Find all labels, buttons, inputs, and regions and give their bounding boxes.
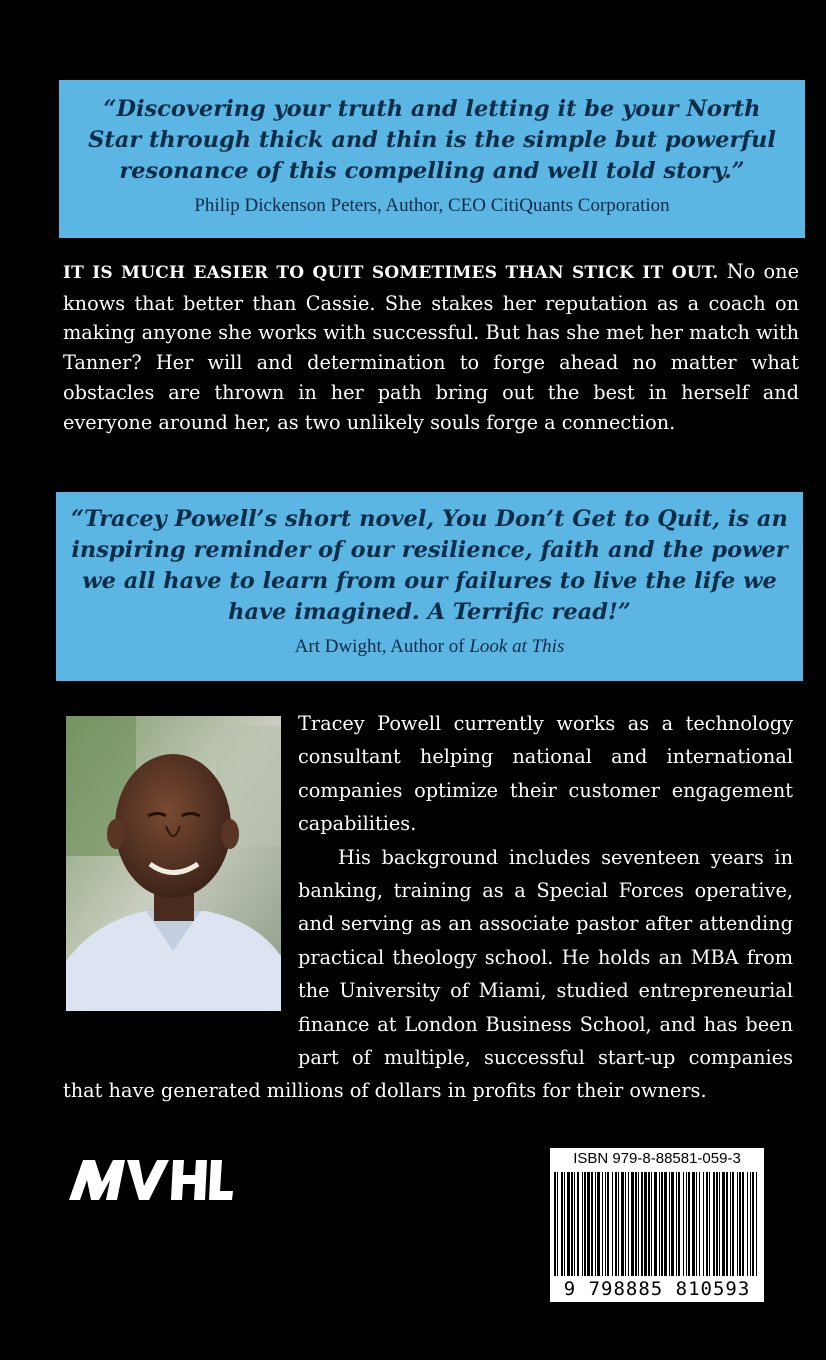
barcode-bar — [557, 1172, 558, 1276]
barcode-bar — [574, 1172, 575, 1276]
isbn-label: ISBN 979-8-88581-059-3 — [573, 1150, 741, 1167]
barcode-bar — [561, 1172, 563, 1276]
quote-2-attribution-prefix: Art Dwight, Author of — [294, 636, 470, 657]
barcode-bar — [678, 1172, 680, 1276]
barcode-bar — [659, 1172, 660, 1276]
barcode-bar — [577, 1172, 579, 1276]
barcode-bar — [683, 1172, 684, 1276]
barcode-bar — [676, 1172, 677, 1276]
barcode-bar — [612, 1172, 613, 1276]
publisher-logo — [69, 1160, 233, 1200]
barcode-bar — [651, 1172, 652, 1276]
barcode-bar — [756, 1172, 757, 1276]
quote-1-attribution: Philip Dickenson Peters, Author, CEO CitiQuants Corporation — [194, 195, 670, 216]
barcode-bar — [703, 1172, 704, 1276]
barcode-bar — [732, 1172, 734, 1276]
blurb-body: No one knows that better than Cassie. She stakes her reputation as a coach on making anyone she works with successful. But has she met her match with Tanner? Her will and determination to forge ahead no matter what obstacles are thrown in her path bring out the best in herself and everyone around her, as two unlikely souls forge a connection. — [63, 260, 799, 434]
barcode-bar — [595, 1172, 596, 1276]
barcode-bar — [615, 1172, 617, 1276]
publisher-logo-mark — [69, 1160, 233, 1200]
barcode-bar — [730, 1172, 731, 1276]
barcode-bar — [628, 1172, 629, 1276]
barcode-bar — [625, 1172, 626, 1276]
barcode-bar — [638, 1172, 639, 1276]
barcode-bar — [591, 1172, 593, 1276]
barcode-bar — [739, 1172, 741, 1276]
barcode-bar — [716, 1172, 718, 1276]
barcode-bar — [737, 1172, 738, 1276]
barcode-bar — [752, 1172, 754, 1276]
barcode-bar — [635, 1172, 637, 1276]
barcode-bar — [713, 1172, 715, 1276]
barcode-bar — [669, 1172, 670, 1276]
barcode-bar — [602, 1172, 603, 1276]
barcode-bar — [554, 1172, 556, 1276]
barcode-bar — [605, 1172, 606, 1276]
barcode-bar — [664, 1172, 667, 1276]
barcode-bar — [722, 1172, 725, 1276]
barcode-bar — [597, 1172, 600, 1276]
barcode-bar — [564, 1172, 565, 1276]
quote-2-attribution — [56, 634, 803, 660]
barcode-bar — [584, 1172, 586, 1276]
barcode-bar — [726, 1172, 728, 1276]
quote-box-2 — [56, 492, 803, 681]
barcode-bar — [742, 1172, 744, 1276]
barcode-bar — [571, 1172, 573, 1276]
barcode-bar — [582, 1172, 583, 1276]
barcode-bar — [587, 1172, 590, 1276]
bio-paragraph-2: His background includes seventeen years in banking, training as a Special Forces operative, and serving as an associate pastor after attending practical theology school. He holds an MBA from the University of Miami, studied entrepreneurial finance at London Business School, and has been part of multiple, successful start-up companies that have generated millions of dollars in profits for their owners. — [63, 845, 793, 1103]
barcode-bar — [747, 1172, 748, 1276]
barcode-bar — [719, 1172, 720, 1276]
quote-box-1 — [59, 80, 805, 238]
barcode-bar — [692, 1172, 695, 1276]
blurb-lead: IT IS MUCH EASIER TO QUIT SOMETIMES THAN STICK IT OUT. — [63, 263, 719, 283]
barcode-bar — [567, 1172, 570, 1276]
barcode-bar — [621, 1172, 624, 1276]
barcode-bar — [688, 1172, 690, 1276]
barcode-bar — [671, 1172, 674, 1276]
barcode-bar — [696, 1172, 697, 1276]
barcode-bar — [641, 1172, 643, 1276]
barcode-bar — [686, 1172, 687, 1276]
barcode-bar — [699, 1172, 700, 1276]
author-bio — [63, 707, 793, 1108]
barcode-bar — [709, 1172, 710, 1276]
barcode-bar — [661, 1172, 663, 1276]
barcode-bar — [654, 1172, 657, 1276]
barcode-bar — [648, 1172, 650, 1276]
barcode-bar — [618, 1172, 619, 1276]
quote-2-text: “Tracey Powell’s short novel, You Don’t Get to Quit, is an inspiring reminder of our resilience, faith and the power we all have to learn from our failures to live the life we have imagined. A Terrific read!” — [71, 506, 788, 625]
isbn-barcode — [550, 1148, 764, 1302]
barcode-bar — [750, 1172, 751, 1276]
book-blurb — [63, 257, 799, 437]
isbn-digits: 9 798885 810593 — [550, 1278, 764, 1300]
quote-1-text: “Discovering your truth and letting it be your North Star through thick and thin is the simple but powerful resonance of this compelling and well told story.” — [88, 96, 776, 184]
barcode-bar — [644, 1172, 647, 1276]
bio-paragraph-1: Tracey Powell currently works as a technology consultant helping national and international companies optimize their customer engagement capabilities. — [298, 712, 793, 836]
barcode-bar — [607, 1172, 609, 1276]
barcode-bar — [631, 1172, 634, 1276]
quote-2-book-title: Look at This — [469, 636, 565, 657]
barcode-bar — [706, 1172, 708, 1276]
